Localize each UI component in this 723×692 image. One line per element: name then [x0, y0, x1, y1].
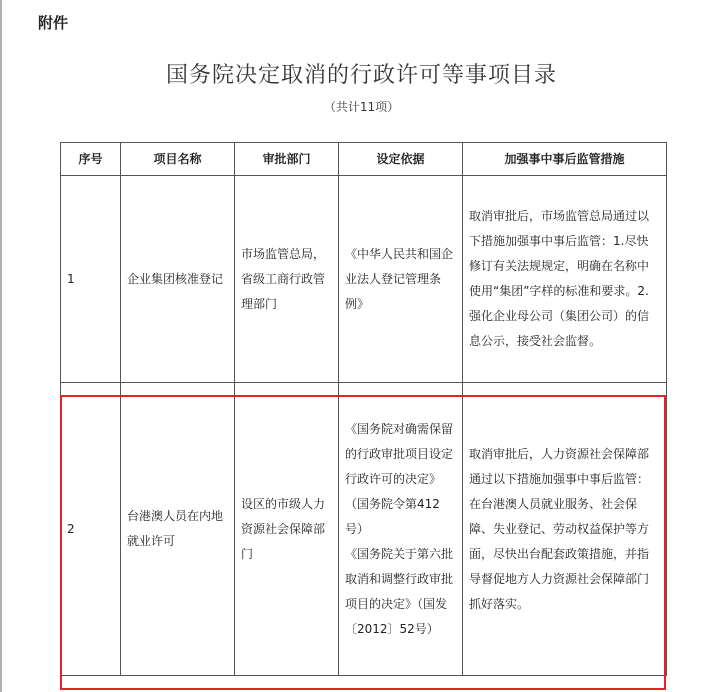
row-item-name: 台港澳人员在内地就业许可	[121, 383, 235, 676]
table-header-row	[61, 143, 667, 176]
row-department: 市场监管总局，省级工商行政管理部门	[235, 176, 339, 383]
basis-entry: 《中华人民共和国企业法人登记管理条例》	[345, 246, 454, 311]
row-basis	[339, 383, 463, 676]
header-item-name: 项目名称	[121, 143, 235, 176]
attachment-label: 附件	[38, 14, 69, 32]
header-measures: 加强事中事后监管措施	[463, 143, 667, 176]
document-subtitle: （共计11项）	[323, 100, 400, 114]
header-basis: 设定依据	[339, 143, 463, 176]
row-measures: 取消审批后，人力资源社会保障部通过以下措施加强事中事后监管：在台港澳人员就业服务、社会保障、失业登记、劳动权益保护等方面，尽快出台配套政策措施，并指导督促地方人力资源社会保障部门抓好落实。	[463, 383, 667, 676]
row-department: 设区的市级人力资源社会保障部门	[235, 383, 339, 676]
basis-entry: 《国务院对确需保留的行政审批项目设定行政许可的决定》（国务院令第412号）	[345, 421, 454, 536]
row-item-name: 企业集团核准登记	[121, 176, 235, 383]
basis-entry: 《国务院关于第六批取消和调整行政审批项目的决定》（国发〔2012〕52号）	[345, 546, 454, 636]
row-basis	[339, 176, 463, 383]
document-title: 国务院决定取消的行政许可等事项目录	[165, 63, 557, 88]
row-number: 2	[61, 383, 121, 676]
header-department: 审批部门	[235, 143, 339, 176]
header-number: 序号	[61, 143, 121, 176]
row-measures: 取消审批后，市场监管总局通过以下措施加强事中事后监管：1.尽快修订有关法规规定，明确在名称中使用“集团”字样的标准和要求。2.强化企业母公司（集团公司）的信息公示，接受社会监督。	[463, 176, 667, 383]
table-row	[61, 176, 667, 383]
table-row	[61, 383, 667, 676]
catalog-table	[60, 142, 667, 676]
row-number: 1	[61, 176, 121, 383]
